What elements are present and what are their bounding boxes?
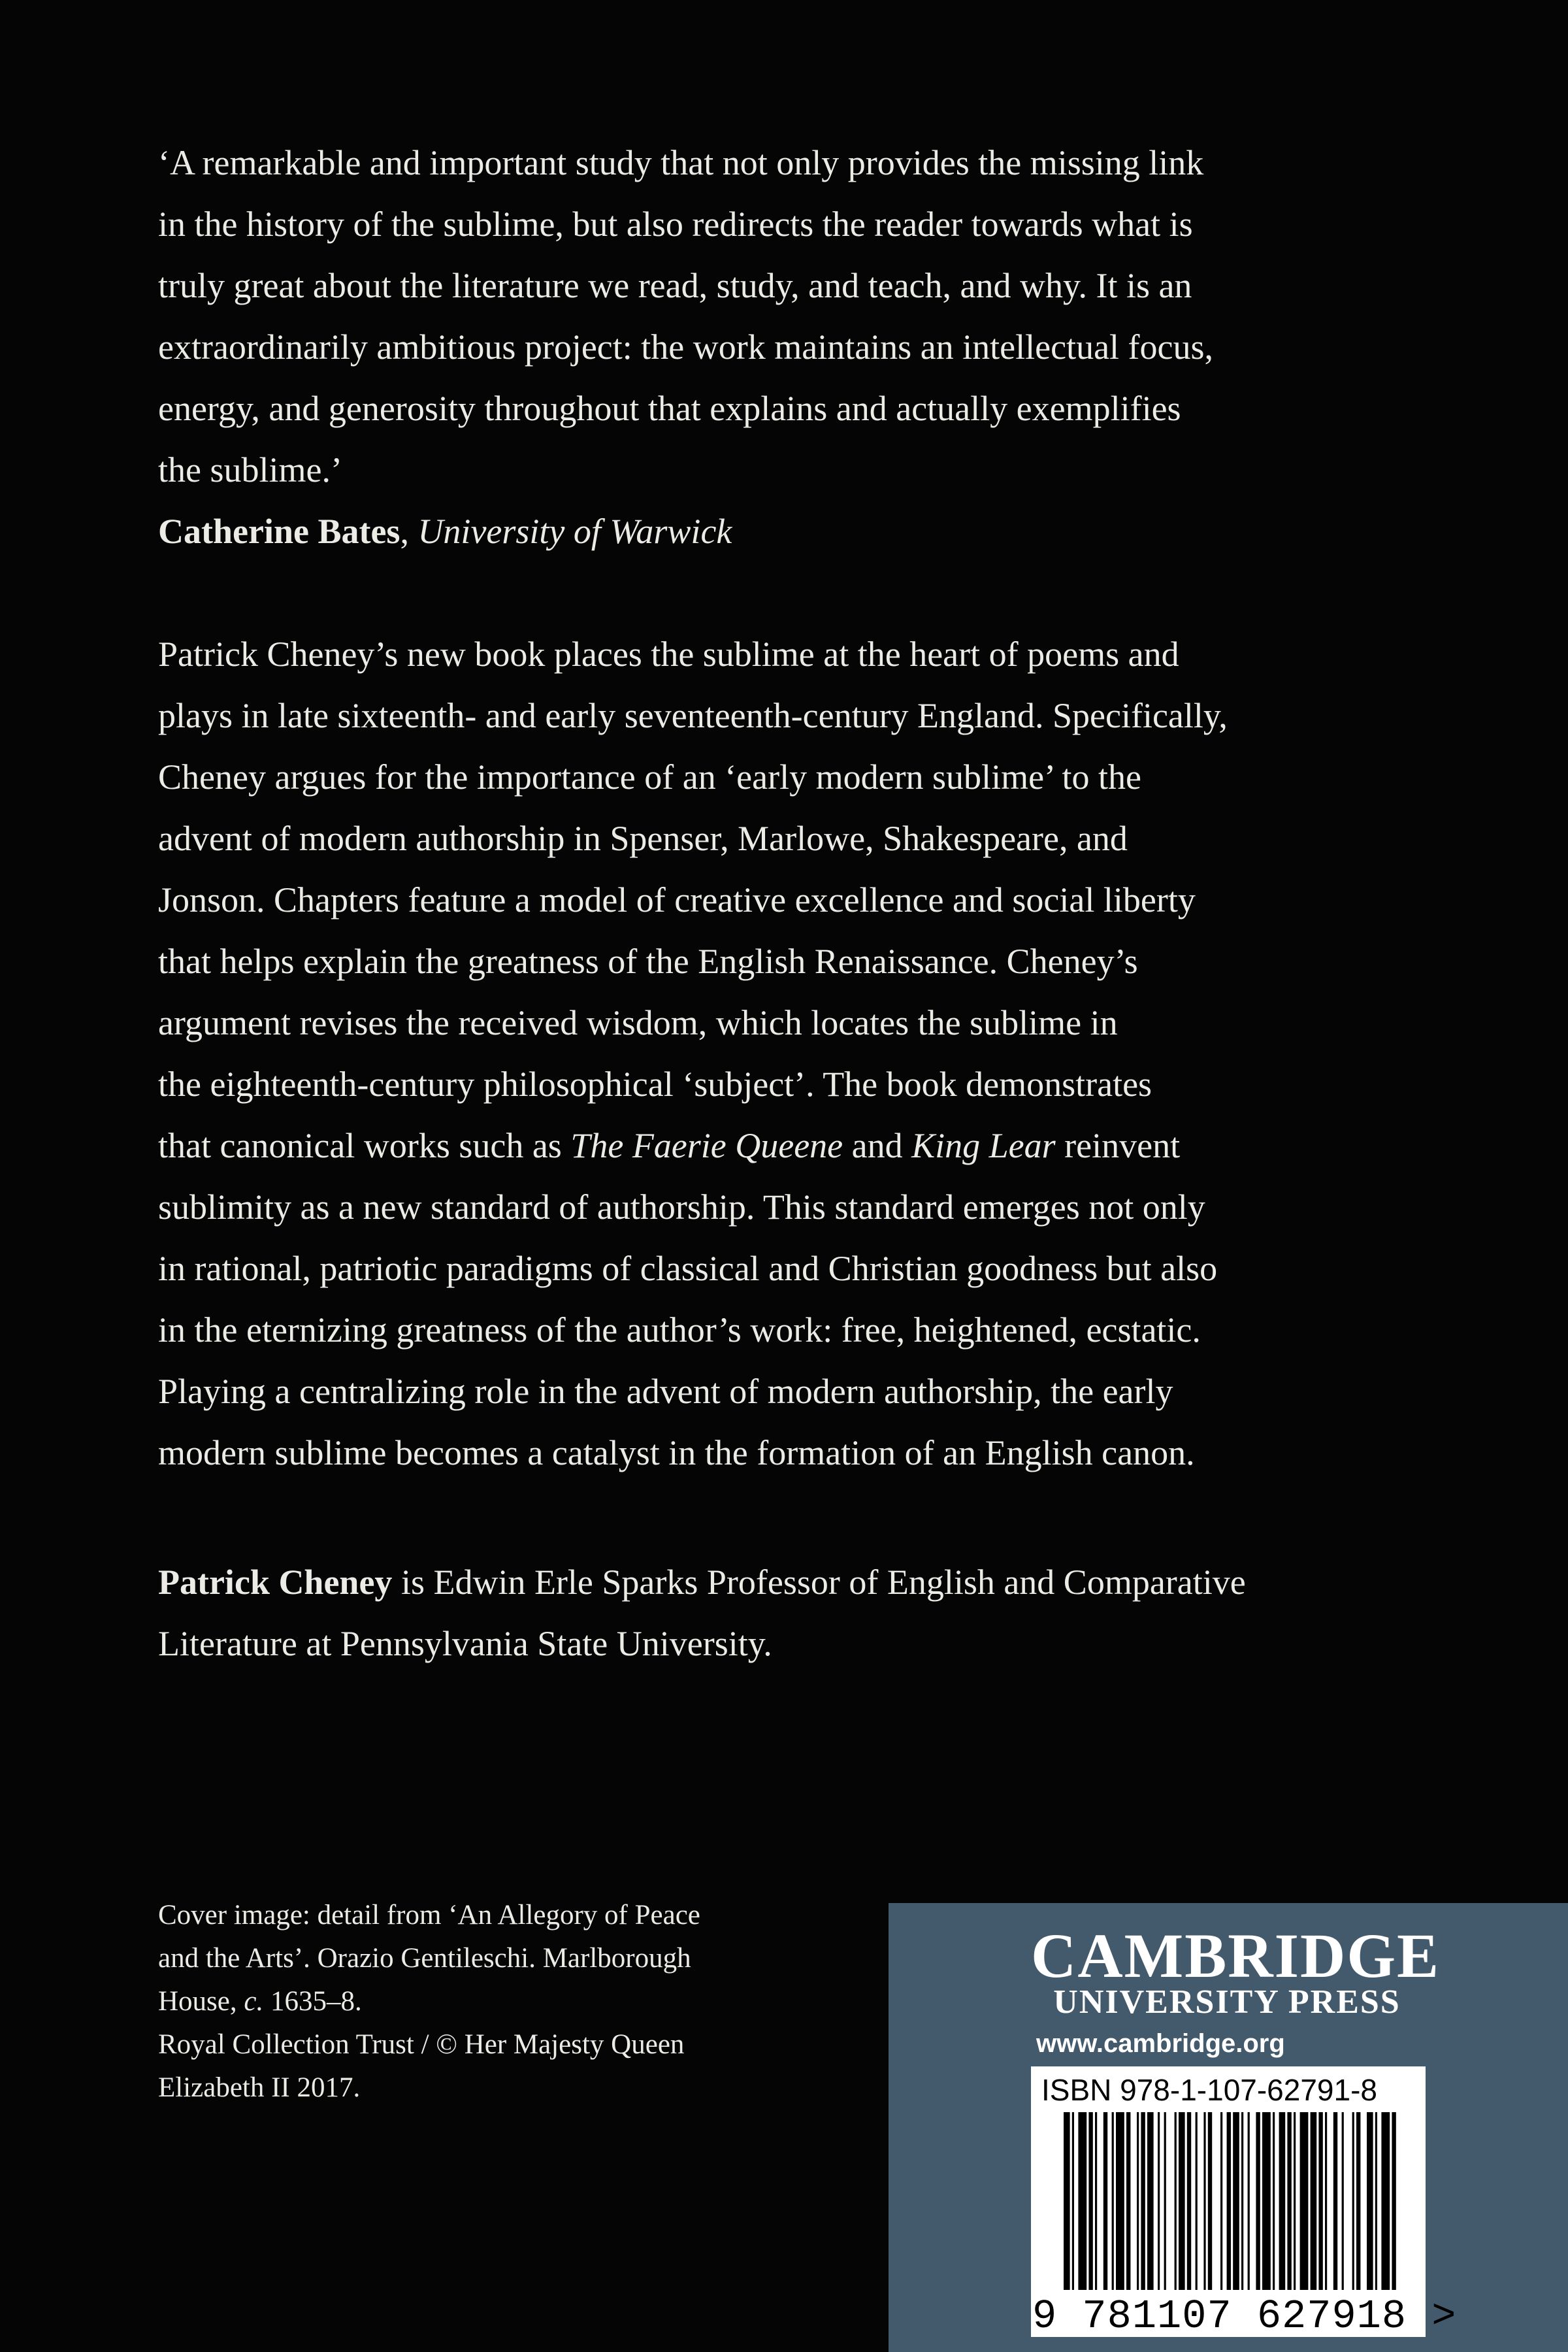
description-line: Jonson. Chapters feature a model of creative excellence and social liberty: [158, 880, 1196, 919]
description-line: modern sublime becomes a catalyst in the formation of an English canon.: [158, 1433, 1195, 1472]
quote-attribution: [158, 501, 1399, 562]
quote-line: energy, and generosity throughout that explains and actually exemplifies: [158, 389, 1181, 428]
title-faerie-queene: The Faerie Queene: [570, 1126, 843, 1165]
description-line: argument revises the received wisdom, which locates the sublime in: [158, 1003, 1118, 1042]
credit-line: Cover image: detail from ‘An Allegory of Peace: [158, 1900, 700, 1930]
review-quote: [158, 132, 1399, 501]
publisher-name: CAMBRIDGE: [1031, 1921, 1441, 1991]
bio-text: is Edwin Erle Sparks Professor of English and Comparative: [392, 1563, 1246, 1602]
credit-text: 1635–8.: [263, 1986, 362, 2017]
bio-text: Literature at Pennsylvania State University.: [158, 1624, 772, 1663]
description-line: Patrick Cheney’s new book places the sublime at the heart of poems and: [158, 635, 1179, 674]
description-line: Cheney argues for the importance of an ‘early modern sublime’ to the: [158, 757, 1141, 797]
credit-line: Elizabeth II 2017.: [158, 2072, 361, 2103]
description-line: plays in late sixteenth- and early seventeenth-century England. Specifically,: [158, 696, 1228, 735]
quote-line: extraordinarily ambitious project: the work maintains an intellectual focus,: [158, 327, 1214, 367]
reviewer-name: Catherine Bates: [158, 512, 400, 551]
cover-credit: [158, 1894, 700, 2110]
description-line: [158, 1115, 1399, 1176]
author-name: Patrick Cheney: [158, 1563, 393, 1602]
quote-line: in the history of the sublime, but also redirects the reader towards what is: [158, 205, 1193, 244]
publisher-url: www.cambridge.org: [1036, 2029, 1285, 2058]
credit-line: Royal Collection Trust / © Her Majesty Queen: [158, 2029, 685, 2060]
reviewer-affiliation: University of Warwick: [417, 512, 732, 551]
barcode-digits: 9 781107 627918 >: [1032, 2293, 1457, 2340]
quote-line: ‘A remarkable and important study that not only provides the missing link: [158, 143, 1204, 182]
attribution-separator: ,: [400, 512, 418, 551]
publisher-panel: [889, 1903, 1568, 2352]
credit-line: and the Arts’. Orazio Gentileschi. Marlborough: [158, 1943, 691, 1974]
credit-text: House,: [158, 1986, 244, 2017]
description-text: that canonical works such as: [158, 1126, 571, 1165]
description-text: reinvent: [1055, 1126, 1181, 1165]
description-line: in the eternizing greatness of the author’s work: free, heightened, ecstatic.: [158, 1310, 1201, 1350]
description-line: Playing a centralizing role in the advent of modern authorship, the early: [158, 1372, 1173, 1411]
isbn-label: ISBN 978-1-107-62791-8: [1041, 2073, 1377, 2107]
description-line: advent of modern authorship in Spenser, Marlowe, Shakespeare, and: [158, 819, 1128, 858]
quote-line: truly great about the literature we read, study, and teach, and why. It is an: [158, 266, 1192, 305]
author-bio: [158, 1551, 1399, 1674]
description-text: and: [843, 1126, 912, 1165]
publisher-subtitle: UNIVERSITY PRESS: [1053, 1983, 1401, 2021]
title-king-lear: King Lear: [911, 1126, 1056, 1165]
barcode-icon: [1061, 2112, 1401, 2295]
book-description: [158, 623, 1399, 1483]
description-line: that helps explain the greatness of the English Renaissance. Cheney’s: [158, 942, 1138, 981]
barcode-box: [1031, 2066, 1457, 2340]
quote-line: the sublime.’: [158, 450, 342, 489]
credit-line: [158, 1980, 700, 2023]
description-line: sublimity as a new standard of authorship. This standard emerges not only: [158, 1187, 1205, 1227]
description-line: in rational, patriotic paradigms of classical and Christian goodness but also: [158, 1249, 1218, 1288]
circa-abbrev: c.: [244, 1986, 264, 2017]
description-line: the eighteenth-century philosophical ‘subject’. The book demonstrates: [158, 1065, 1152, 1104]
